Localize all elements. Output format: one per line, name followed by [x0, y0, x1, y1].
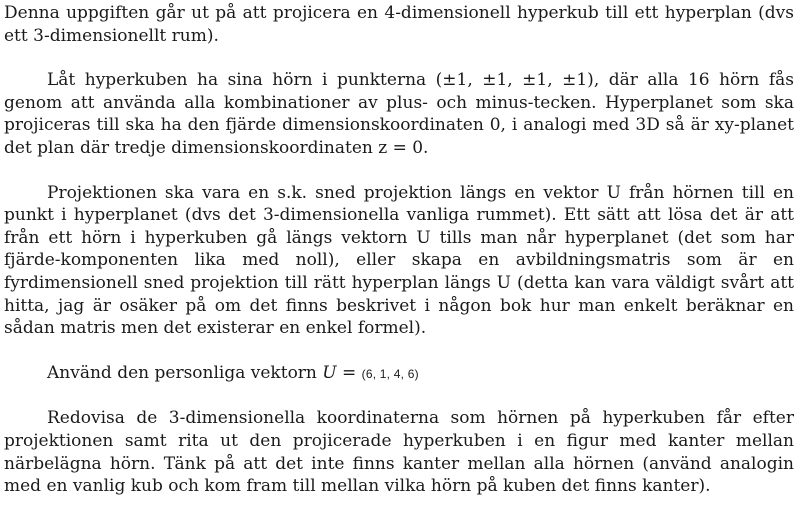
assignment-document [4, 2, 794, 520]
vector-value: (6, 1, 4, 6) [361, 366, 419, 381]
report-paragraph: Redovisa de 3-dimensionella koordinaterna som hörnen på hyperkuben får efter projektionen samt rita ut den projicerade hyperkuben i en figur med kanter mellan närbelägna hörn. Tänk på att det inte finns kanter mellan alla hörnen (använd analogin med en vanlig kub och kom fram till mellan vilka hörn på kuben det finns kanter). [4, 408, 794, 497]
projection-paragraph: Projektionen ska vara en s.k. sned projektion längs en vektor U från hörnen till en punkt i hyperplanet (dvs det 3-dimensionella vanliga rummet). Ett sätt att lösa det är att från ett hörn i hyperkuben gå längs vektorn U tills man når hyperplanet (det som har fjärde-komponenten lika med noll), eller skapa en avbildningsmatris som är en fyrdimensionell sned projektion till rätt hyperplan längs U (detta kan vara väldigt svårt att hitta, jag är osäker på om det finns beskrivet i någon bok hur man enkelt beräknar en sådan matris men det existerar en enkel formel). [4, 182, 794, 339]
setup-paragraph: Låt hyperkuben ha sina hörn i punkterna (±1, ±1, ±1, ±1), där alla 16 hörn fås genom att använda alla kombinationer av plus- och minus-tecken. Hyperplanet som ska projiceras till ska ha den fjärde dimensionskoordinaten 0, i analogi med 3D så är xy-planet det plan där tredje dimensionskoordinaten z = 0. [4, 70, 794, 158]
vector-equals: = [336, 362, 362, 383]
intro-paragraph: Denna uppgiften går ut på att projicera en 4-dimensionell hyperkub till ett hyperplan (dvs ett 3-dimensionellt rum). [4, 3, 794, 46]
vector-symbol: U [322, 362, 337, 383]
vector-paragraph [4, 362, 794, 386]
vector-prefix: Använd den personliga vektorn [47, 362, 323, 383]
